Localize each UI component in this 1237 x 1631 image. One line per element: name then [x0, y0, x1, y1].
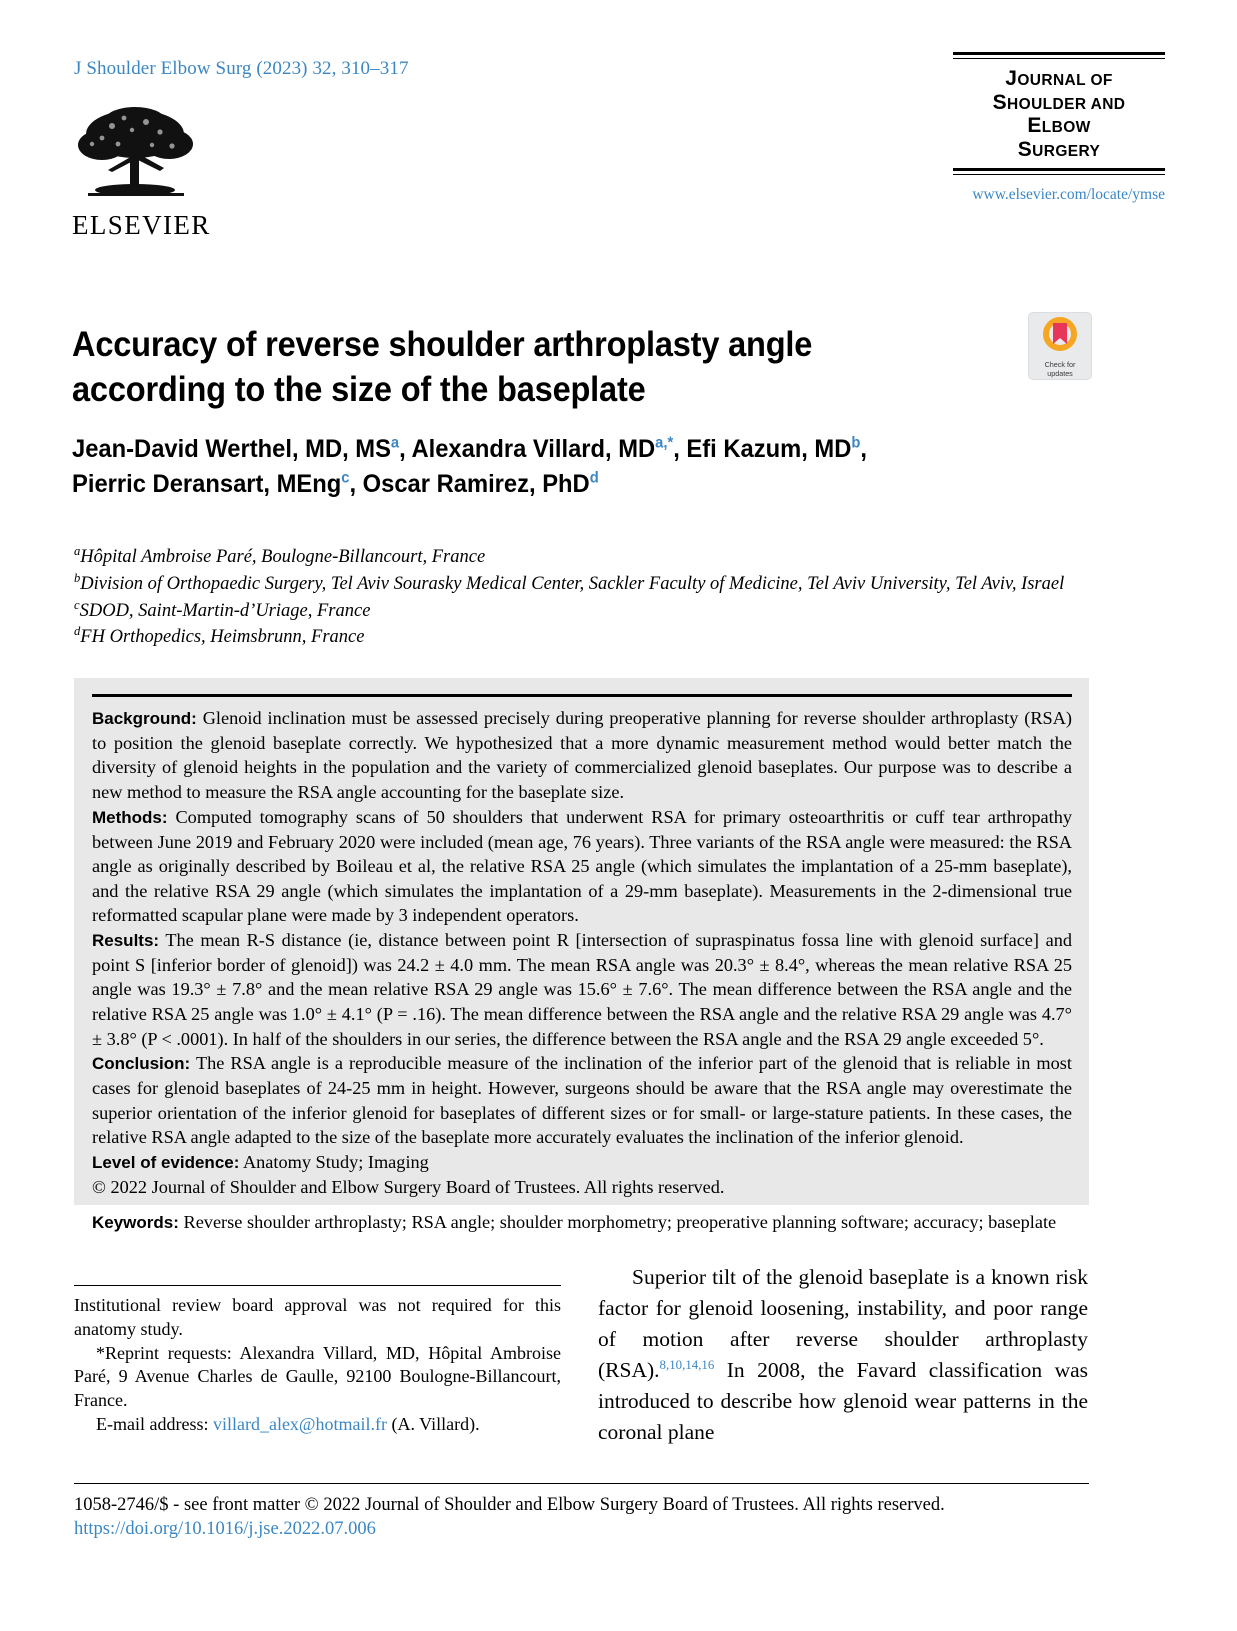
- affiliation-d: [74, 623, 1089, 650]
- masthead-rule-top: [953, 52, 1165, 59]
- abstract-box: [74, 678, 1089, 1233]
- author-line-1: Jean-David Werthel, MD, $MS^a$, Alexandra Villard, $MD^{a,*}$, Efi Kazum, $MD^b$,: [72, 434, 867, 463]
- journal-url-link[interactable]: www.elsevier.com/locate/ymse: [972, 185, 1165, 203]
- affiliation-list: [74, 543, 1089, 650]
- footnote-rule: [74, 1285, 561, 1286]
- affiliation-text: SDOD, Saint-Martin-d’Uriage, France: [79, 600, 371, 621]
- abstract-results: [92, 928, 1072, 1051]
- abstract-methods-label: Methods:: [92, 807, 168, 827]
- masthead-line-1-cap: J: [1005, 67, 1018, 90]
- footnote-email-suffix: (A. Villard).: [391, 1413, 480, 1434]
- masthead-line-3: [953, 114, 1165, 138]
- page-footer: [74, 1483, 1089, 1541]
- affiliation-b: [74, 570, 1089, 597]
- journal-masthead: [953, 52, 1165, 204]
- abstract-results-label: Results:: [92, 930, 160, 950]
- abstract-keywords-text: Reverse shoulder arthroplasty; RSA angle; shoulder morphometry; preoperative planning software; accuracy; baseplate: [183, 1212, 1057, 1233]
- abstract-conclusion-text: The RSA angle is a reproducible measure of the inclination of the inferior part of the glenoid that is reliable in most cases for glenoid baseplates of 24-25 mm in height. However, surgeons should be aware that the RSA angle may overestimate the superior orientation of the inferior glenoid for baseplates of different sizes or for small- or large-stature patients. In these cases, the relative RSA angle adapted to the size of the baseplate more accurately evaluates the inclination of the inferior glenoid.: [92, 1053, 1072, 1148]
- body-text-part2: In 2008, the Favard classification was introduced to describe how glenoid wear patterns in the coronal plane: [598, 1357, 1089, 1444]
- footnote-email: [74, 1413, 561, 1437]
- masthead-line-4-rest: URGERY: [1032, 143, 1101, 161]
- crossmark-icon: [1029, 313, 1091, 355]
- doi-link[interactable]: https://doi.org/10.1016/j.jse.2022.07.006: [74, 1519, 376, 1540]
- affiliation-marker: c: [74, 597, 80, 612]
- check-for-updates-badge[interactable]: [1029, 313, 1091, 379]
- affiliation-text: Division of Orthopaedic Surgery, Tel Aviv Sourasky Medical Center, Sackler Faculty of Medicine, Tel Aviv University, Tel Aviv, Israel: [80, 573, 1065, 594]
- masthead-line-4: [953, 138, 1165, 162]
- abstract-level-label: Level of evidence:: [92, 1152, 240, 1172]
- journal-citation-line: J Shoulder Elbow Surg (2023) 32, 310–317: [74, 58, 409, 79]
- abstract-methods-text: Computed tomography scans of 50 shoulders that underwent RSA for primary osteoarthritis or cuff tear arthropathy between June 2019 and February 2020 were included (mean age, 76 years). Three variants of the RSA angle were measured: the RSA angle as originally described by Boileau et al, the relative RSA 25 angle (which simulates the implantation of a 25-mm baseplate), and the relative RSA 29 angle (which simulates the implantation of a 29-mm baseplate). Measurements in the 2-dimensional true reformatted scapular plane were made by 3 independent operators.: [92, 806, 1072, 926]
- abstract-conclusion-label: Conclusion:: [92, 1054, 191, 1074]
- affiliation-text: Hôpital Ambroise Paré, Boulogne-Billancourt, France: [80, 547, 486, 568]
- abstract-keywords: [92, 1210, 1072, 1235]
- body-text-column: [598, 1262, 1088, 1448]
- author-line-2: Pierric Deransart, MEng$^c$, Oscar Ramirez, PhD$^d$: [72, 469, 599, 498]
- citation-superscript[interactable]: 8,10,14,16: [659, 1357, 715, 1372]
- footnote-email-label: E-mail address:: [96, 1413, 209, 1434]
- masthead-line-3-rest: LBOW: [1041, 119, 1091, 137]
- footnote-reprint: *Reprint requests: Alexandra Villard, MD, Hôpital Ambroise Paré, 9 Avenue Charles de Gaulle, 92100 Boulogne-Billancourt, France.: [74, 1342, 561, 1410]
- abstract-level-of-evidence: [92, 1150, 1072, 1175]
- elsevier-tree-icon: [72, 100, 202, 208]
- affiliation-a: [74, 543, 1089, 570]
- masthead-line-4-cap: S: [1017, 138, 1033, 162]
- footer-rule: [74, 1483, 1089, 1484]
- email-link[interactable]: villard_alex@hotmail.fr: [212, 1413, 387, 1434]
- abstract-copyright: © 2022 Journal of Shoulder and Elbow Surgery Board of Trustees. All rights reserved.: [92, 1176, 725, 1197]
- masthead-line-1-rest: OURNAL OF: [1017, 72, 1113, 89]
- masthead-line-2-cap: S: [992, 90, 1008, 114]
- abstract-level-text: Anatomy Study; Imaging: [242, 1151, 429, 1172]
- affiliation-c: [74, 597, 1089, 624]
- masthead-rule-bottom: [953, 168, 1165, 175]
- affiliation-text: FH Orthopedics, Heimsbrunn, France: [80, 627, 365, 648]
- footnote-irb: Institutional review board approval was not required for this anatomy study.: [74, 1295, 561, 1339]
- masthead-line-2-rest: HOULDER AND: [1007, 95, 1126, 113]
- body-text-part1: Superior tilt of the glenoid baseplate is a known risk factor for glenoid loosening, instability, and poor range of motion after reverse shoulder arthroplasty (RSA).: [598, 1265, 1088, 1382]
- crossmark-label-line2: updates: [1047, 369, 1073, 379]
- affiliation-marker: a: [74, 544, 81, 558]
- affiliation-marker: b: [74, 570, 81, 585]
- abstract-results-text: The mean R-S distance (ie, distance between point R [intersection of supraspinatus fossa line with glenoid surface] and point S [inferior border of glenoid]) was 24.2 ± 4.0 mm. The mean RSA angle was 20.3° ± 8.4°, whereas the mean relative RSA 25 angle was 19.3° ± 7.8° and the mean relative RSA 29 angle was 15.6° ± 7.6°. The mean difference between the RSA angle and the relative RSA 25 angle was 1.0° ± 4.1° (P = .16). The mean difference between the RSA angle and the relative RSA 29 angle was 4.7° ± 3.8° (P < .0001). In half of the shoulders in our series, the difference between the RSA angle and the RSA 29 angle exceeded 5°.: [92, 929, 1073, 1049]
- masthead-line-1: [953, 67, 1165, 91]
- footnote-column: [74, 1285, 561, 1437]
- body-paragraph: [598, 1262, 1088, 1448]
- abstract-top-rule: [92, 694, 1072, 697]
- abstract-background-label: Background:: [92, 709, 197, 728]
- issn-line: 1058-2746/$ - see front matter © 2022 Journal of Shoulder and Elbow Surgery Board of Trustees. All rights reserved.: [74, 1495, 945, 1515]
- elsevier-logo: [72, 100, 211, 241]
- masthead-line-2: [953, 91, 1165, 115]
- elsevier-wordmark: ELSEVIER: [72, 210, 211, 240]
- page-title: Accuracy of reverse shoulder arthroplasty angle according to the size of the baseplate: [72, 325, 813, 410]
- crossmark-label-line1: Check for: [1044, 360, 1076, 369]
- abstract-methods: [92, 805, 1072, 928]
- abstract-background: [92, 706, 1072, 805]
- author-list: [72, 432, 965, 501]
- abstract-conclusion: [92, 1051, 1072, 1150]
- abstract-background-text: Glenoid inclination must be assessed precisely during preoperative planning for reverse shoulder arthroplasty (RSA) to position the glenoid baseplate correctly. We hypothesized that a more dynamic measurement method would better match the diversity of glenoid heights in the population and the variety of commercialized glenoid baseplates. Our purpose was to describe a new method to measure the RSA angle accounting for the baseplate size.: [92, 708, 1072, 803]
- affiliation-marker: d: [74, 624, 81, 639]
- abstract-keywords-label: Keywords:: [92, 1213, 179, 1233]
- masthead-line-3-cap: E: [1027, 114, 1042, 138]
